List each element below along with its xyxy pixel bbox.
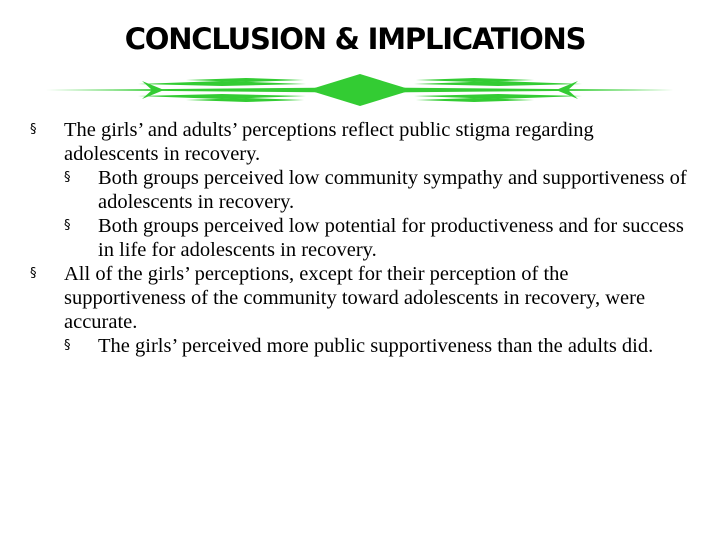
bullet-marker: § <box>64 338 71 353</box>
bullet-text: The girls’ and adults’ perceptions reflect public stigma regarding adolescents in recovery. <box>64 119 594 165</box>
bullet-marker: § <box>30 122 37 137</box>
sub-bullet-item <box>64 214 690 262</box>
bullet-text: All of the girls’ perceptions, except for their perception of the supportiveness of the community toward adolescents in recovery, were accurate. <box>64 263 646 333</box>
bullet-marker: § <box>30 266 37 281</box>
sub-bullet-item <box>64 166 690 214</box>
bullet-list <box>30 118 690 358</box>
bullet-text: Both groups perceived low community sympathy and supportiveness of adolescents in recovery. <box>98 167 687 213</box>
slide-title: CONCLUSION & IMPLICATIONS <box>124 22 586 56</box>
bullet-text: Both groups perceived low potential for productiveness and for success in life for adolescents in recovery. <box>98 215 684 261</box>
bullet-text: The girls’ perceived more public supportiveness than the adults did. <box>98 335 654 357</box>
bullet-marker: § <box>64 218 71 233</box>
bullet-marker: § <box>64 170 71 185</box>
decorative-divider <box>46 72 674 108</box>
bullet-item <box>30 262 690 334</box>
sub-bullet-item <box>64 334 690 358</box>
bullet-item <box>30 118 690 166</box>
